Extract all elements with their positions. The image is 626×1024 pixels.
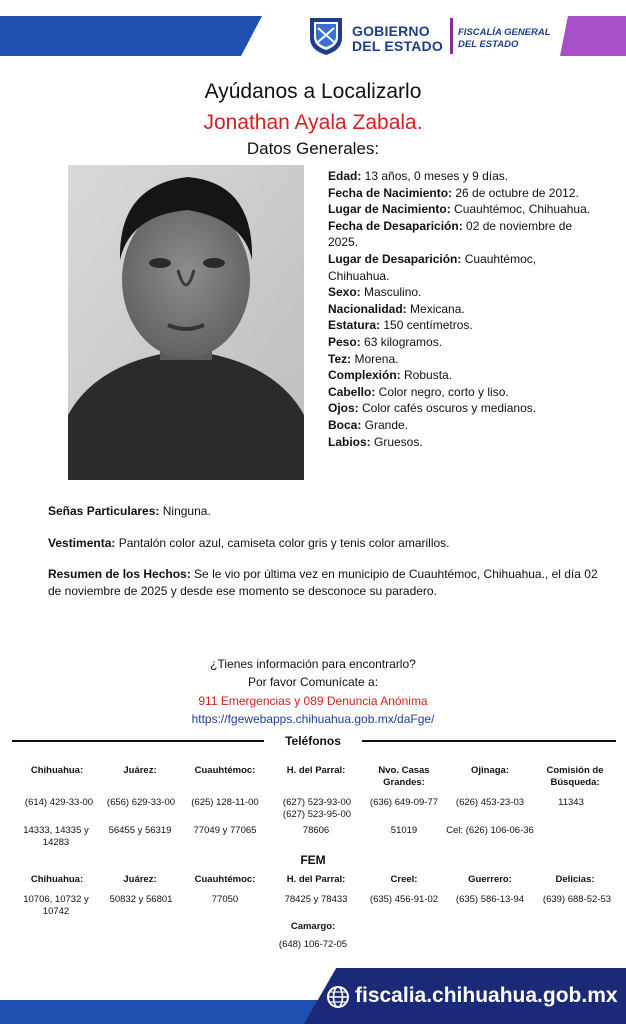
tel-header: Cuauhtémoc: <box>194 765 256 776</box>
field-lugar-desaparicion: Lugar de Desaparición: Cuauhtémoc, Chihuahua. <box>328 251 537 283</box>
fem-header: Creel: <box>390 874 418 885</box>
gobierno-line2: DEL ESTADO <box>352 38 443 54</box>
tel-header: Comisión de Búsqueda: <box>546 765 604 788</box>
header-blue-band <box>0 16 262 56</box>
fem-number: 78425 y 78433 <box>284 894 348 905</box>
header-purple-band <box>560 16 626 56</box>
telefonos-title: Teléfonos <box>285 734 341 748</box>
fem-header: Chihuahua: <box>30 874 84 885</box>
tel-extension: 51019 <box>390 825 418 836</box>
tel-extension: 78606 <box>302 825 330 836</box>
fem-number: (635) 586-13-94 <box>455 894 525 905</box>
fem-number: (639) 688-52-53 <box>542 894 612 905</box>
fem-header: Delicias: <box>555 874 595 885</box>
fem-header: Juárez: <box>123 874 157 885</box>
fem-header: Cuauhtémoc: <box>194 874 256 885</box>
fem-header: Guerrero: <box>468 874 512 885</box>
footer-url[interactable]: fiscalia.chihuahua.gob.mx <box>355 984 618 1007</box>
footer-blue-band <box>0 1000 330 1024</box>
header-divider <box>450 18 453 54</box>
field-fecha-desaparicion: Fecha de Desaparición: 02 de noviembre de 2025. <box>328 218 573 250</box>
gobierno-line1: GOBIERNO <box>352 23 430 39</box>
tel-extension: Cel: (626) 106-06-36 <box>446 825 534 836</box>
general-data-list <box>328 168 598 450</box>
tel-number: (656) 629-33-00 <box>106 797 176 808</box>
tel-number: (625) 128-11-00 <box>191 797 259 808</box>
tel-header: Chihuahua: <box>30 765 84 776</box>
state-seal-icon <box>308 16 344 56</box>
fiscalia-line1: FISCALÍA GENERAL <box>458 27 551 38</box>
tel-number: (636) 649-09-77 <box>369 797 439 808</box>
field-lugar-nacimiento: Lugar de Nacimiento: Cuauhtémoc, Chihuahua. <box>328 202 591 217</box>
field-cabello: Cabello: Color negro, corto y liso. <box>328 384 509 399</box>
fem-header: H. del Parral: <box>286 874 346 885</box>
tel-extension: 56455 y 56319 <box>108 825 172 836</box>
field-sexo: Sexo: Masculino. <box>328 285 422 300</box>
camargo-number: (648) 106-72-05 <box>278 939 348 950</box>
contact-request: Por favor Comunícate a: <box>247 675 379 689</box>
fem-number: 10706, 10732 y 10742 <box>23 894 89 917</box>
tel-extension: 77049 y 77065 <box>193 825 257 836</box>
tel-number: 11343 <box>558 797 584 808</box>
fem-title: FEM <box>300 853 326 867</box>
contact-question: ¿Tienes información para encontrarlo? <box>210 657 416 671</box>
field-boca: Boca: Grande. <box>328 417 409 432</box>
field-edad: Edad: 13 años, 0 meses y 9 días. <box>328 169 509 183</box>
senas-particulares: Señas Particulares: Ninguna. <box>48 504 211 518</box>
tel-header: Ojinaga: <box>470 765 509 776</box>
tel-header: H. del Parral: <box>286 765 346 776</box>
resumen-hechos: Resumen de los Hechos: Se le vio por última vez en municipio de Cuauhtémoc, Chihuahua., el día 02 de noviembre de 2025 y desde ese momento se desconoce su paradero. <box>48 567 598 598</box>
fiscalia-line2: DEL ESTADO <box>458 39 519 50</box>
page-title: Ayúdanos a Localizarlo <box>204 80 422 103</box>
tel-number: (614) 429-33-00 <box>24 797 94 808</box>
fem-number: (635) 456-91-02 <box>369 894 439 905</box>
person-photo <box>68 165 304 480</box>
globe-icon <box>326 985 350 1009</box>
field-labios: Labios: Gruesos. <box>328 434 423 449</box>
field-ojos: Ojos: Color cafés oscuros y medianos. <box>328 401 537 416</box>
tel-number: (627) 523-93-00 (627) 523-95-00 <box>282 797 352 820</box>
tel-header: Nvo. Casas Grandes: <box>378 765 430 788</box>
tel-number: (626) 453-23-03 <box>455 797 525 808</box>
tel-header: Juárez: <box>123 765 157 776</box>
field-estatura: Estatura: 150 centímetros. <box>328 318 473 333</box>
field-tez: Tez: Morena. <box>328 351 399 366</box>
field-fecha-nacimiento: Fecha de Nacimiento: 26 de octubre de 2012. <box>328 185 579 200</box>
emergency-numbers: 911 Emergencias y 089 Denuncia Anónima <box>198 694 428 708</box>
field-peso: Peso: 63 kilogramos. <box>328 334 443 349</box>
camargo-label: Camargo: <box>290 921 336 932</box>
fem-number: 77050 <box>211 894 239 905</box>
section-subtitle: Datos Generales: <box>246 139 380 158</box>
field-nacionalidad: Nacionalidad: Mexicana. <box>328 301 465 316</box>
person-name: Jonathan Ayala Zabala. <box>203 111 423 134</box>
report-link[interactable]: https://fgewebapps.chihuahua.gob.mx/daFge/ <box>191 712 435 726</box>
field-complexion: Complexión: Robusta. <box>328 368 453 383</box>
fem-number: 50832 y 56801 <box>109 894 173 905</box>
tel-extension: 14333, 14335 y 14283 <box>23 825 89 848</box>
vestimenta: Vestimenta: Pantalón color azul, camiseta color gris y tenis color amarillos. <box>48 536 450 550</box>
